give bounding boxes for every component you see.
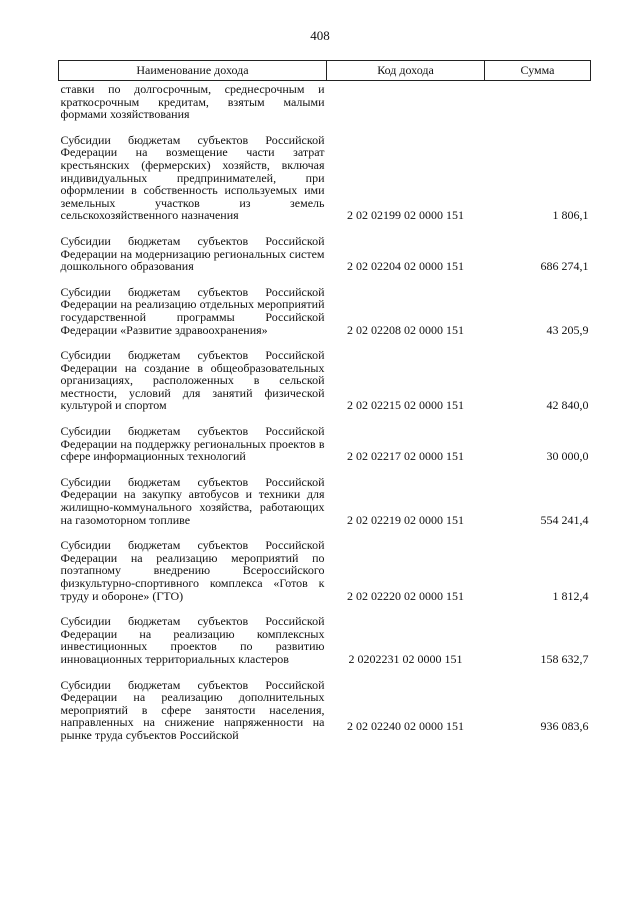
table-row <box>59 81 591 122</box>
table-row <box>59 464 591 527</box>
income-amount: 30 000,0 <box>546 449 589 464</box>
income-name: Субсидии бюджетам субъектов Российской Федерации на поддержку региональных проектов в сфере информационных технологий <box>60 424 325 464</box>
income-code: 2 02 02208 02 0000 151 <box>347 322 464 337</box>
table-row <box>59 337 591 413</box>
income-name: Субсидии бюджетам субъектов Российской Федерации на реализацию мероприятий по поэтапному внедрению Всероссийского физкультурно-спортивного комплекса «Готов к труду и обороне» (ГТО) <box>60 538 325 603</box>
page-number: 408 <box>310 28 330 43</box>
table-row <box>59 603 591 666</box>
income-name: Субсидии бюджетам субъектов Российской Федерации на создание в общеобразовательных организациях, расположенных в сельской местности, условий для занятий физической культурой и спортом <box>60 348 325 413</box>
income-amount <box>485 81 591 122</box>
income-amount: 936 083,6 <box>540 718 589 733</box>
income-code <box>327 81 485 122</box>
table-row <box>59 667 591 743</box>
income-code: 2 02 02240 02 0000 151 <box>347 718 464 733</box>
table-row <box>59 223 591 274</box>
income-amount: 43 205,9 <box>546 322 589 337</box>
table-row <box>59 274 591 337</box>
income-name: Субсидии бюджетам субъектов Российской Федерации на модернизацию региональных систем дошкольного образования <box>60 233 325 274</box>
table-row <box>59 527 591 603</box>
income-code: 2 02 02220 02 0000 151 <box>347 588 464 603</box>
income-name: Субсидии бюджетам субъектов Российской Федерации на реализацию дополнительных мероприятий в сфере занятости населения, направленных на снижение напряженности на рынке труда субъектов Российской <box>60 677 325 742</box>
income-amount: 158 632,7 <box>540 651 589 666</box>
income-name: Субсидии бюджетам субъектов Российской Федерации на закупку автобусов и техники для жилищно-коммунального хозяйства, работающих на газомоторном топливе <box>60 474 325 527</box>
income-amount: 1 806,1 <box>552 208 589 223</box>
income-table <box>58 60 591 743</box>
income-name: Субсидии бюджетам субъектов Российской Федерации на возмещение части затрат крестьянских (фермерских) хозяйств, включая индивидуальных предпринимателей, при оформлении в собственность используемых ими земельных участков из земель сельскохозяйственного назначения <box>60 132 325 223</box>
income-name: Субсидии бюджетам субъектов Российской Федерации на реализацию комплексных инвестиционных проектов по развитию инновационных территориальных кластеров <box>60 614 325 666</box>
header-income-code: Код дохода <box>327 61 485 81</box>
income-code: 2 0202231 02 0000 151 <box>348 651 463 666</box>
income-code: 2 02 02199 02 0000 151 <box>347 208 464 223</box>
income-code: 2 02 02217 02 0000 151 <box>347 449 464 464</box>
header-income-name: Наименование дохода <box>59 61 327 81</box>
income-name: Субсидии бюджетам субъектов Российской Федерации на реализацию отдельных мероприятий государственной программы Российской Федерации «Развитие здравоохранения» <box>60 284 325 337</box>
table-row <box>59 413 591 464</box>
table-row <box>59 122 591 223</box>
table-header-row <box>59 61 591 81</box>
income-amount: 686 274,1 <box>540 259 589 274</box>
income-code: 2 02 02219 02 0000 151 <box>347 512 464 527</box>
header-amount: Сумма <box>485 61 591 81</box>
income-amount: 42 840,0 <box>546 398 589 413</box>
income-amount: 1 812,4 <box>552 588 589 603</box>
income-amount: 554 241,4 <box>540 512 589 527</box>
income-name: ставки по долгосрочным, среднесрочным и краткосрочным кредитам, взятым малыми формами хозяйствования <box>60 82 325 122</box>
income-code: 2 02 02215 02 0000 151 <box>347 398 464 413</box>
income-code: 2 02 02204 02 0000 151 <box>347 259 464 274</box>
